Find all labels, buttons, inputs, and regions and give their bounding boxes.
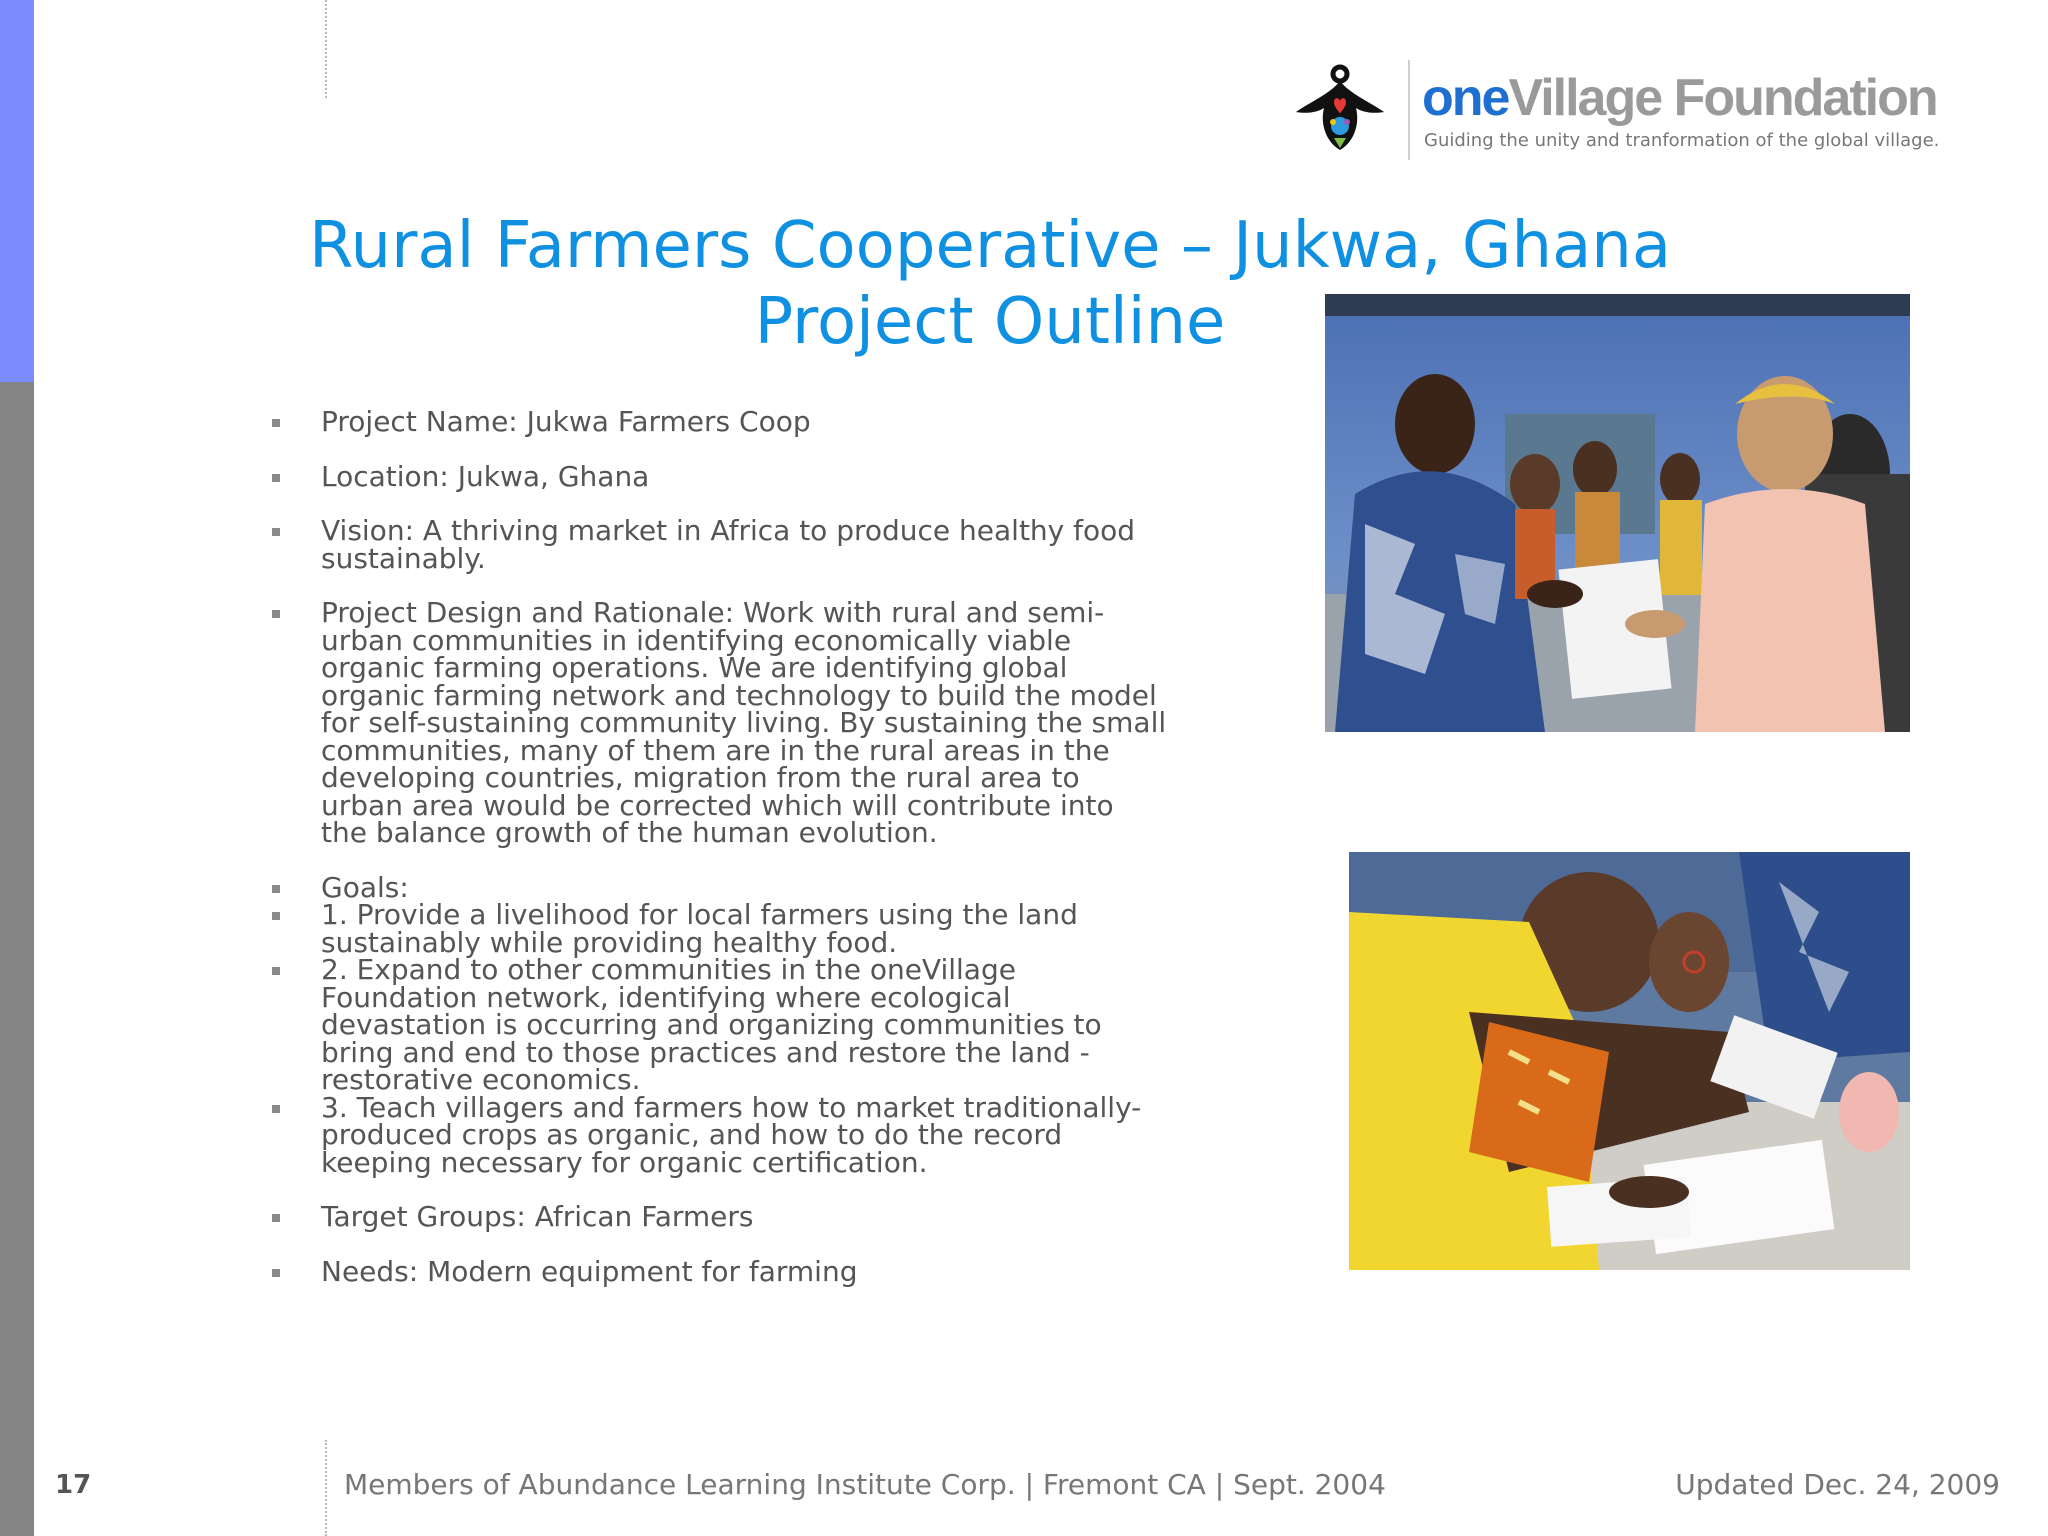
page-number: 17	[55, 1470, 92, 1500]
bullet-location: Location: Jukwa, Ghana	[268, 463, 1168, 491]
bullet-needs: Needs: Modern equipment for farming	[268, 1258, 1168, 1286]
brand-village: Village	[1508, 69, 1662, 127]
dotted-divider-bottom	[325, 1440, 327, 1536]
updated-date: Updated Dec. 24, 2009	[1675, 1468, 2000, 1501]
bullet-goals: Goals:	[268, 874, 1168, 902]
slide-title-line1: Rural Farmers Cooperative – Jukwa, Ghana	[308, 209, 1672, 283]
bullet-goal-1: 1. Provide a livelihood for local farmers using the land sustainably while providing healthy food.	[268, 901, 1168, 956]
brand-tagline: Guiding the unity and tranformation of the global village.	[1424, 130, 1940, 151]
bullet-goal-3: 3. Teach villagers and farmers how to market traditionally-produced crops as organic, and how to do the record keeping necessary for organic certification.	[268, 1094, 1168, 1177]
dotted-divider-top	[325, 0, 327, 98]
brand-foundation: Foundation	[1661, 69, 1937, 127]
onevillage-emblem-icon	[1290, 64, 1400, 164]
slide-title-line2: Project Outline	[754, 285, 1226, 359]
photo-certificate-handover	[1325, 294, 1910, 732]
bullet-design-rationale: Project Design and Rationale: Work with rural and semi-urban communities in identifying economically viable organic farming operations. We are identifying global organic farming network and technology to build the model for self-sustaining community living. By sustaining the small communities, many of them are in the rural areas in the developing countries, migration from the rural area to urban area would be corrected which will contribute into the balance growth of the human evolution.	[268, 599, 1168, 847]
onevillage-logo	[1290, 60, 1960, 166]
bullet-vision: Vision: A thriving market in Africa to produce healthy food sustainably.	[268, 517, 1168, 572]
footer-text: Members of Abundance Learning Institute Corp. | Fremont CA | Sept. 2004	[344, 1468, 1386, 1501]
photo-signing-documents	[1349, 852, 1910, 1270]
bullet-project-name: Project Name: Jukwa Farmers Coop	[268, 408, 1168, 436]
brand-name	[1422, 68, 1937, 128]
project-bullet-list	[268, 405, 1168, 1288]
sidebar-accent-top	[0, 0, 34, 382]
bullet-target-groups: Target Groups: African Farmers	[268, 1203, 1168, 1231]
sidebar-accent-bottom	[0, 382, 34, 1536]
bullet-goal-2: 2. Expand to other communities in the oneVillage Foundation network, identifying where ecological devastation is occurring and organizing communities to bring and end to those practices and restore the land - restorative economics.	[268, 956, 1168, 1094]
logo-divider	[1408, 60, 1410, 160]
brand-one: one	[1422, 69, 1509, 127]
